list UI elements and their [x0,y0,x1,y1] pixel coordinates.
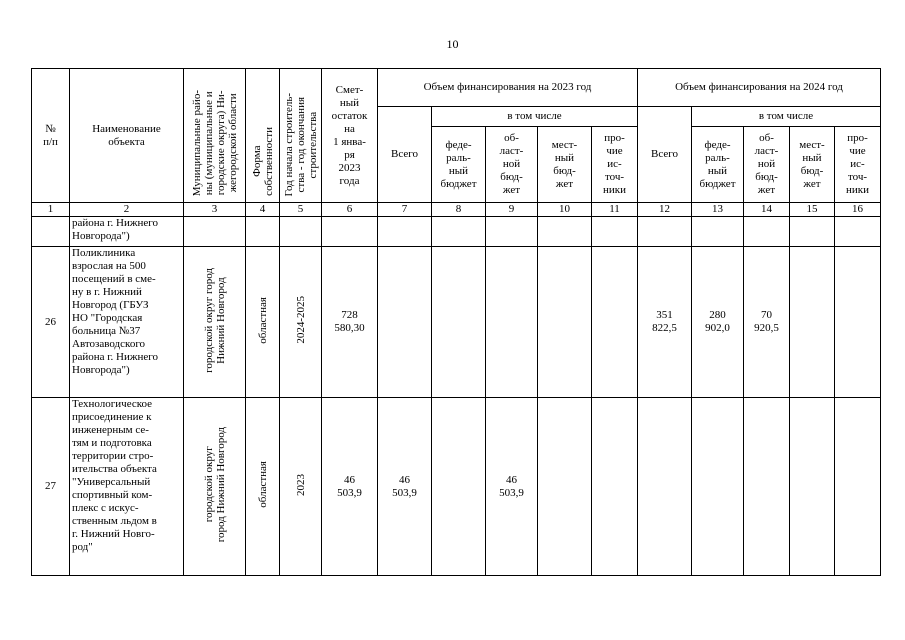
row-other-2023 [592,398,638,576]
table-row [32,247,881,398]
row-regional-2023 [486,247,538,398]
row-district-text: городской округ город Нижний Новгород [202,426,227,543]
header-regional-2024: об- ласт- ной бюд- жет [744,127,790,203]
colnum: 5 [280,203,322,217]
header-district-text: Муниципальные райо- ны (муниципальные и городские округа) Ни- жегородской области [190,89,239,196]
header-federal-2023: феде- раль- ный бюджет [432,127,486,203]
header-district [184,69,246,203]
row-regional-2024: 70 920,5 [744,247,790,398]
row-value [744,217,790,247]
column-number-row [32,203,881,217]
row-regional-2024 [744,398,790,576]
row-years-text: 2023 [294,473,307,496]
colnum: 12 [638,203,692,217]
colnum: 1 [32,203,70,217]
colnum: 4 [246,203,280,217]
row-num: 27 [32,398,70,576]
header-total-2024: Всего [638,107,692,203]
header-fin-2023: Объем финансирования на 2023 год [378,69,638,107]
colnum: 13 [692,203,744,217]
table-row [32,217,881,247]
row-total-2023: 46 503,9 [378,398,432,576]
row-district [184,398,246,576]
row-district [184,217,246,247]
row-value [692,217,744,247]
row-ownership-text: областная [256,296,269,344]
header-years [280,69,322,203]
row-district-text: городской округ город Нижний Новгород [202,267,227,373]
row-value [486,217,538,247]
row-federal-2024 [692,398,744,576]
table-row [32,398,881,576]
row-local-2024 [790,398,835,576]
header-name: Наименование объекта [70,69,184,203]
row-years [280,398,322,576]
header-local-2023: мест- ный бюд- жет [538,127,592,203]
row-name: Поликлиника взрослая на 500 посещений в сме- ну в г. Нижний Новгород (ГБУЗ НО "Городская больница №37 Автозаводского района г. Нижнего Новгорода") [70,247,184,398]
row-other-2023 [592,247,638,398]
row-value [378,217,432,247]
header-incl-2023: в том числе [432,107,638,127]
row-ownership [246,217,280,247]
colnum: 7 [378,203,432,217]
row-balance: 46 503,9 [322,398,378,576]
row-ownership [246,247,280,398]
colnum: 14 [744,203,790,217]
header-ownership-text: Форма собственности [250,127,275,196]
header-regional-2023: об- ласт- ной бюд- жет [486,127,538,203]
row-years [280,247,322,398]
header-incl-2024: в том числе [692,107,881,127]
header-num: № п/п [32,69,70,203]
row-value [638,217,692,247]
header-other-2024: про- чие ис- точ- ники [835,127,881,203]
colnum: 6 [322,203,378,217]
colnum: 16 [835,203,881,217]
row-years [280,217,322,247]
row-ownership [246,398,280,576]
row-num [32,217,70,247]
row-federal-2024: 280 902,0 [692,247,744,398]
colnum: 9 [486,203,538,217]
row-local-2024 [790,247,835,398]
row-value [432,217,486,247]
row-federal-2023 [432,398,486,576]
row-name: Технологическое присоединение к инженерным се- тям и подготовка территории стро- ительства объекта "Универсальный спортивный ком- плекс с искус- ственным льдом в г. Нижний Новго- род" [70,398,184,576]
colnum: 10 [538,203,592,217]
row-years-text: 2024-2025 [294,296,307,344]
colnum: 2 [70,203,184,217]
row-ownership-text: областная [256,461,269,508]
header-years-text: Год начала строитель- ства - год окончания строительства [282,92,319,196]
row-local-2023 [538,398,592,576]
colnum: 3 [184,203,246,217]
page-number: 10 [446,37,459,51]
header-total-2023: Всего [378,107,432,203]
header-balance: Смет- ный остаток на 1 янва- ря 2023 года [322,69,378,203]
row-num: 26 [32,247,70,398]
row-value [592,217,638,247]
header-local-2024: мест- ный бюд- жет [790,127,835,203]
row-district [184,247,246,398]
row-total-2024 [638,398,692,576]
header-federal-2024: феде- раль- ный бюджет [692,127,744,203]
header-ownership [246,69,280,203]
row-other-2024 [835,247,881,398]
header-fin-2024: Объем финансирования на 2024 год [638,69,881,107]
colnum: 15 [790,203,835,217]
row-balance [322,217,378,247]
row-other-2024 [835,398,881,576]
colnum: 8 [432,203,486,217]
row-value [538,217,592,247]
row-total-2023 [378,247,432,398]
row-balance: 728 580,30 [322,247,378,398]
row-value [790,217,835,247]
row-total-2024: 351 822,5 [638,247,692,398]
row-name: района г. Нижнего Новгорода") [70,217,184,247]
colnum: 11 [592,203,638,217]
financing-table [31,68,881,576]
header-other-2023: про- чие ис- точ- ники [592,127,638,203]
row-value [835,217,881,247]
row-regional-2023: 46 503,9 [486,398,538,576]
row-federal-2023 [432,247,486,398]
row-local-2023 [538,247,592,398]
